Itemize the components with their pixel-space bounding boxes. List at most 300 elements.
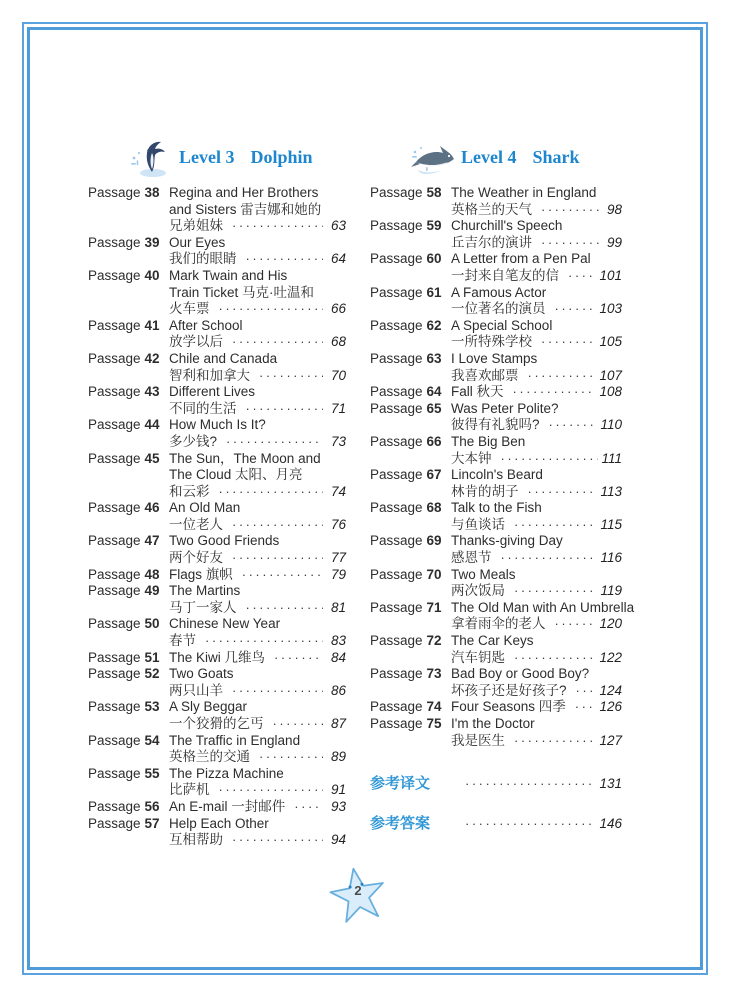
- page-ref: 63: [330, 218, 346, 234]
- passage-number: 46: [144, 500, 160, 516]
- passage-number: 42: [144, 350, 160, 366]
- passage-word: Passage: [88, 699, 141, 715]
- passage-word: Passage: [370, 400, 423, 416]
- section-title-level3: [179, 147, 313, 168]
- toc-entry: [88, 185, 346, 235]
- page-ref: 74: [330, 483, 346, 499]
- title-last-line: [451, 484, 622, 501]
- toc-entry: [370, 716, 622, 749]
- title-line: Train Ticket 马克·吐温和: [169, 284, 315, 300]
- title-last-line: [169, 368, 346, 385]
- passage-word: Passage: [88, 185, 141, 200]
- dot-leader: [576, 683, 597, 700]
- page-number-star: [329, 866, 387, 924]
- passage-number: 75: [426, 716, 442, 731]
- title-text: 丘吉尔的演讲: [451, 234, 532, 250]
- footer-link-label: 参考答案: [370, 813, 431, 832]
- dot-leader: [575, 699, 597, 716]
- passage-title: [451, 434, 622, 467]
- title-line: Was Peter Polite?: [451, 400, 559, 416]
- dot-leader: [232, 550, 323, 567]
- title-last-line: [169, 567, 346, 584]
- page-ref: 71: [330, 400, 346, 416]
- passage-title: [169, 235, 346, 268]
- page-ref: 68: [330, 334, 346, 350]
- title-line: The Traffic in England: [169, 732, 301, 748]
- passage-label: [88, 417, 169, 450]
- title-text: 互相帮助: [169, 832, 223, 848]
- title-last-line: [169, 218, 346, 235]
- passage-word: Passage: [88, 616, 141, 632]
- passage-word: Passage: [88, 583, 141, 599]
- title-text: Four Seasons 四季: [451, 699, 566, 715]
- passage-word: Passage: [88, 666, 141, 682]
- toc-entry: [88, 533, 346, 566]
- page-ref: 116: [600, 550, 622, 566]
- toc-entry: [370, 633, 622, 666]
- dot-leader: [513, 384, 597, 401]
- toc-entry: [88, 650, 346, 667]
- dot-leader: [274, 650, 323, 667]
- title-text: Fall 秋天: [451, 384, 504, 400]
- passage-label: [370, 699, 451, 716]
- dot-leader: [259, 368, 323, 385]
- title-last-line: [451, 683, 622, 700]
- toc-entry: [88, 351, 346, 384]
- title-line: A Special School: [451, 317, 553, 333]
- passage-number: 50: [144, 616, 160, 632]
- passage-number: 67: [426, 467, 442, 483]
- passage-number: 60: [426, 251, 442, 267]
- passage-number: 44: [144, 417, 160, 433]
- title-last-line: [451, 650, 622, 667]
- title-line: Two Goats: [169, 666, 234, 682]
- page-ref: 113: [600, 483, 622, 499]
- passage-label: [88, 533, 169, 566]
- title-text: 一封来自笔友的信: [451, 267, 559, 283]
- title-line: Two Good Friends: [169, 533, 280, 549]
- title-line: Chinese New Year: [169, 616, 281, 632]
- passage-label: [370, 533, 451, 566]
- dot-leader: [514, 517, 597, 534]
- passage-label: [88, 318, 169, 351]
- title-text: 大本钟: [451, 450, 492, 466]
- title-text: 英格兰的天气: [451, 201, 532, 217]
- page-ref: 127: [599, 732, 622, 748]
- page-ref: 108: [599, 384, 622, 400]
- title-text: 两次饭局: [451, 583, 505, 599]
- title-line: An Old Man: [169, 500, 241, 516]
- title-line: The Sun，The Moon and: [169, 450, 321, 466]
- passage-title: [451, 318, 622, 351]
- page-ref: 119: [600, 583, 622, 599]
- dot-leader: [541, 334, 596, 351]
- passage-title: [169, 417, 346, 450]
- title-last-line: [169, 650, 346, 667]
- dot-leader: [226, 434, 323, 451]
- title-line: The Martins: [169, 583, 241, 599]
- passage-label: [88, 500, 169, 533]
- dot-leader: [232, 334, 323, 351]
- passage-title: [169, 185, 346, 235]
- toc-entry: [88, 799, 346, 816]
- title-last-line: [169, 251, 346, 268]
- title-text: 火车票: [169, 301, 210, 317]
- passage-number: 61: [426, 284, 442, 300]
- title-text: 智利和加拿大: [169, 367, 250, 383]
- passage-label: [88, 616, 169, 649]
- dot-leader: [232, 832, 323, 849]
- page-ref: 111: [601, 450, 622, 466]
- title-line: A Letter from a Pen Pal: [451, 251, 591, 267]
- passage-label: [370, 500, 451, 533]
- passage-number: 65: [426, 400, 442, 416]
- toc-entry: [370, 218, 622, 251]
- toc-entry: [370, 567, 622, 600]
- page-ref: 94: [330, 832, 346, 848]
- title-last-line: [169, 832, 346, 849]
- title-last-line: [169, 334, 346, 351]
- passage-word: Passage: [88, 234, 141, 250]
- passage-title: [451, 185, 622, 218]
- passage-label: [88, 384, 169, 417]
- title-line: The Weather in England: [451, 185, 597, 200]
- toc-entry: [88, 816, 346, 849]
- page-ref: 64: [330, 251, 346, 267]
- toc-entry: [370, 251, 622, 284]
- title-last-line: [169, 633, 346, 650]
- title-text: 放学以后: [169, 334, 223, 350]
- passage-word: Passage: [88, 533, 141, 549]
- toc-entry: [370, 467, 622, 500]
- toc-entry: [88, 318, 346, 351]
- passage-title: [451, 467, 622, 500]
- page-ref: 131: [599, 776, 622, 792]
- passage-number: 45: [144, 450, 160, 466]
- page-ref: 93: [330, 798, 346, 814]
- title-line: Mark Twain and His: [169, 267, 288, 283]
- footer-link-translations: [370, 775, 622, 793]
- toc-entry: [88, 500, 346, 533]
- title-last-line: [169, 600, 346, 617]
- passage-title: [169, 799, 346, 816]
- toc-entry: [88, 567, 346, 584]
- passage-word: Passage: [88, 450, 141, 466]
- toc-entry: [370, 599, 635, 633]
- dot-leader: [219, 782, 324, 799]
- passage-word: Passage: [88, 798, 141, 814]
- page-ref: 89: [330, 749, 346, 765]
- title-line: The Car Keys: [451, 633, 534, 649]
- passage-title: [451, 384, 622, 401]
- page-ref: 81: [330, 599, 346, 615]
- title-line: Churchill's Speech: [451, 218, 563, 234]
- passage-label: [88, 666, 169, 699]
- passage-label: [370, 633, 451, 666]
- title-text: 比萨机: [169, 782, 210, 798]
- passage-number: 73: [426, 666, 442, 682]
- passage-label: [88, 185, 169, 235]
- toc-entry: [88, 666, 346, 699]
- dot-leader: [246, 251, 324, 268]
- title-line: Bad Boy or Good Boy?: [451, 666, 590, 682]
- passage-word: Passage: [370, 599, 423, 615]
- dot-leader: [232, 683, 323, 700]
- title-line: A Famous Actor: [451, 284, 547, 300]
- title-text: 英格兰的交通: [169, 749, 250, 765]
- passage-number: 54: [144, 732, 160, 748]
- title-line: After School: [169, 317, 243, 333]
- passage-title: [169, 318, 346, 351]
- section-header-level3: [128, 136, 346, 178]
- passage-word: Passage: [370, 218, 423, 234]
- title-text: 坏孩子还是好孩子?: [451, 682, 567, 698]
- dot-leader: [246, 600, 324, 617]
- title-text: 两只山羊: [169, 682, 223, 698]
- passage-number: 66: [426, 433, 442, 449]
- section-level3: [88, 136, 346, 849]
- title-text: An E-mail 一封邮件: [169, 798, 286, 814]
- page-ref: 103: [599, 301, 622, 317]
- toc-entry: [88, 733, 346, 766]
- passage-label: [370, 318, 451, 351]
- toc-entry: [370, 666, 622, 699]
- dot-leader: [246, 401, 324, 418]
- title-text: 一位著名的演员: [451, 301, 546, 317]
- passage-title: [169, 451, 346, 501]
- toc-entry: [88, 384, 346, 417]
- passage-word: Passage: [370, 433, 423, 449]
- passage-number: 68: [426, 500, 442, 516]
- passage-label: [88, 268, 169, 318]
- dolphin-icon: [128, 136, 174, 178]
- page-ref: 73: [330, 433, 346, 449]
- passage-label: [370, 567, 451, 600]
- dot-leader: [205, 633, 323, 650]
- dot-leader: [273, 716, 324, 733]
- title-line: Two Meals: [451, 566, 516, 582]
- toc-entry: [88, 417, 346, 450]
- passage-number: 57: [144, 815, 160, 831]
- title-last-line: [169, 434, 346, 451]
- page-ref: 101: [599, 267, 622, 283]
- dot-leader: [568, 268, 596, 285]
- page-ref: 83: [330, 633, 346, 649]
- passage-label: [88, 583, 169, 616]
- page-ref: 107: [599, 367, 622, 383]
- toc-entry: [370, 533, 622, 566]
- passage-title: [169, 500, 346, 533]
- passage-label: [370, 467, 451, 500]
- passage-word: Passage: [370, 317, 423, 333]
- title-line: I Love Stamps: [451, 350, 538, 366]
- title-text: 兄弟姐妹: [169, 218, 223, 234]
- passage-number: 38: [144, 185, 160, 200]
- passage-label: [370, 351, 451, 384]
- toc-entry: [370, 401, 622, 434]
- toc-entry: [88, 451, 346, 501]
- toc-entry: [370, 318, 622, 351]
- page-ref: 110: [600, 417, 622, 433]
- title-text: 一所特殊学校: [451, 334, 532, 350]
- section-title-level4: [461, 147, 580, 168]
- toc-columns: [88, 136, 635, 849]
- title-text: 汽车钥匙: [451, 649, 505, 665]
- title-last-line: [451, 417, 622, 434]
- toc-entry: [88, 583, 346, 616]
- passage-word: Passage: [370, 350, 423, 366]
- passage-number: 64: [426, 384, 442, 400]
- passage-number: 62: [426, 317, 442, 333]
- title-last-line: [169, 749, 346, 766]
- dot-leader: [514, 650, 596, 667]
- passage-word: Passage: [88, 566, 141, 582]
- passage-number: 55: [144, 765, 160, 781]
- toc-entry: [88, 699, 346, 732]
- passage-label: [88, 567, 169, 584]
- passage-word: Passage: [88, 384, 141, 400]
- page-ref: 146: [599, 815, 622, 831]
- dot-leader: [232, 517, 323, 534]
- passage-title: [169, 583, 346, 616]
- passage-word: Passage: [88, 732, 141, 748]
- passage-title: [169, 384, 346, 417]
- dot-leader: [514, 733, 596, 750]
- passage-title: [451, 699, 622, 716]
- passage-word: Passage: [370, 533, 423, 549]
- passage-number: 52: [144, 666, 160, 682]
- page-ref: 76: [330, 516, 346, 532]
- passage-word: Passage: [88, 649, 141, 665]
- title-text: 林肯的胡子: [451, 483, 519, 499]
- passage-label: [88, 699, 169, 732]
- passage-label: [88, 733, 169, 766]
- section-level-label: Level 3: [179, 146, 235, 167]
- section-name-label: Shark: [532, 146, 580, 167]
- page-ref: 70: [330, 367, 346, 383]
- title-last-line: [169, 301, 346, 318]
- passage-number: 59: [426, 218, 442, 234]
- title-last-line: [451, 202, 622, 219]
- title-text: 多少钱?: [169, 433, 218, 449]
- dot-leader: [528, 484, 598, 501]
- passage-title: [451, 533, 622, 566]
- title-line: The Old Man with An Umbrella: [451, 599, 635, 615]
- title-line: Regina and Her Brothers: [169, 185, 319, 200]
- passage-word: Passage: [370, 666, 423, 682]
- title-line: Help Each Other: [169, 815, 269, 831]
- title-last-line: [169, 401, 346, 418]
- page-ref: 79: [330, 566, 346, 582]
- dot-leader: [528, 368, 597, 385]
- entry-list: [370, 185, 635, 749]
- passage-label: [88, 816, 169, 849]
- title-last-line: [451, 384, 622, 401]
- dot-leader: [541, 235, 599, 252]
- title-line: Our Eyes: [169, 234, 226, 250]
- section-level-label: Level 4: [461, 146, 517, 167]
- passage-label: [370, 666, 451, 699]
- passage-number: 71: [426, 599, 442, 615]
- passage-number: 63: [426, 350, 442, 366]
- page-ref: 105: [599, 334, 622, 350]
- passage-word: Passage: [370, 566, 423, 582]
- passage-title: [169, 268, 346, 318]
- title-last-line: [451, 268, 622, 285]
- passage-label: [370, 716, 451, 749]
- passage-word: Passage: [88, 267, 141, 283]
- passage-title: [451, 716, 622, 749]
- passage-title: [169, 816, 346, 849]
- passage-number: 43: [144, 384, 160, 400]
- dot-leader: [259, 749, 323, 766]
- passage-label: [88, 451, 169, 501]
- passage-title: [169, 766, 346, 799]
- dot-leader: [465, 776, 596, 793]
- passage-word: Passage: [370, 384, 423, 400]
- title-last-line: [169, 517, 346, 534]
- page-ref: 126: [599, 699, 622, 715]
- passage-title: [451, 285, 622, 318]
- page-ref: 99: [606, 234, 622, 250]
- passage-number: 47: [144, 533, 160, 549]
- title-line: Chile and Canada: [169, 350, 278, 366]
- passage-label: [370, 434, 451, 467]
- passage-number: 72: [426, 633, 442, 649]
- toc-entry: [88, 616, 346, 649]
- passage-title: [451, 351, 622, 384]
- passage-title: [451, 567, 622, 600]
- passage-word: Passage: [370, 716, 423, 731]
- title-line: Thanks-giving Day: [451, 533, 563, 549]
- title-text: 我是医生: [451, 732, 505, 748]
- passage-title: [169, 533, 346, 566]
- passage-number: 49: [144, 583, 160, 599]
- title-line: The Pizza Machine: [169, 765, 284, 781]
- footer-link-label: 参考译文: [370, 774, 431, 793]
- title-last-line: [451, 451, 622, 468]
- passage-number: 48: [144, 566, 160, 582]
- title-last-line: [451, 583, 622, 600]
- passage-number: 56: [144, 798, 160, 814]
- title-text: 不同的生活: [169, 400, 237, 416]
- footer-link-answers: [370, 815, 622, 833]
- passage-title: [451, 251, 622, 284]
- passage-title: [169, 567, 346, 584]
- shark-icon: [410, 136, 456, 178]
- title-text: 两个好友: [169, 550, 223, 566]
- passage-word: Passage: [88, 417, 141, 433]
- passage-title: [451, 599, 635, 633]
- page-ref: 120: [599, 616, 622, 632]
- passage-number: 74: [426, 699, 442, 715]
- passage-label: [370, 401, 451, 434]
- passage-word: Passage: [370, 284, 423, 300]
- passage-label: [370, 600, 451, 633]
- passage-title: [169, 733, 346, 766]
- passage-word: Passage: [370, 467, 423, 483]
- title-text: 感恩节: [451, 550, 492, 566]
- passage-title: [451, 666, 622, 699]
- passage-label: [370, 384, 451, 401]
- passage-label: [88, 351, 169, 384]
- title-text: 我们的眼睛: [169, 251, 237, 267]
- passage-number: 69: [426, 533, 442, 549]
- passage-label: [370, 218, 451, 251]
- title-text: 春节: [169, 633, 196, 649]
- page-ref: 84: [330, 649, 346, 665]
- passage-number: 51: [144, 649, 160, 665]
